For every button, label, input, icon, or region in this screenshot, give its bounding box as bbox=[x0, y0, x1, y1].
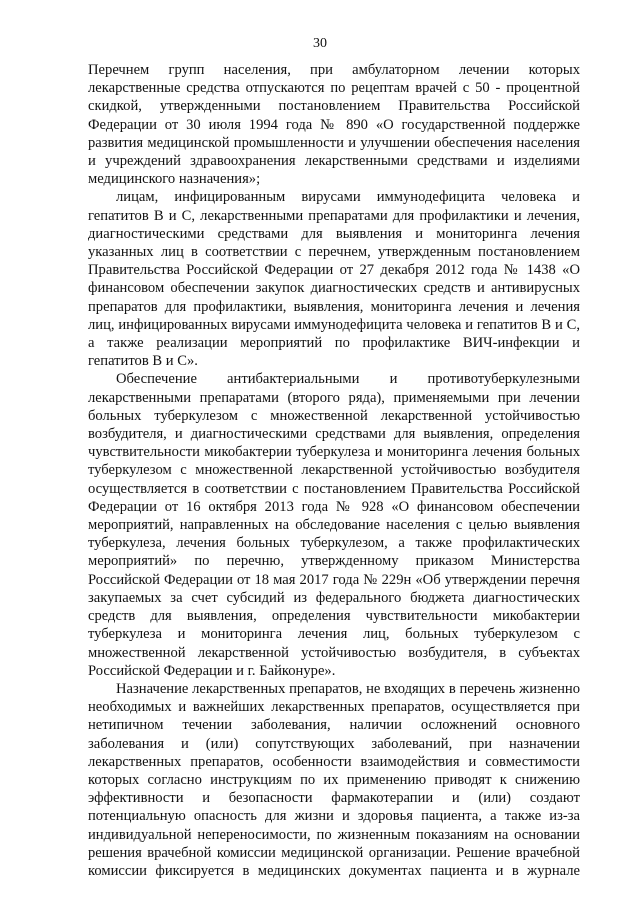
paragraph-population-groups: Перечнем групп населения, при амбулаторном лечении которых лекарственные средства отпускаются по рецептам врачей с 50 - процентной скидкой, утвержденными постановлением Правительства Российской Федерации от 30 июля 1994 года № 890 «О государственной поддержке развития медицинской промышленности и улучшении обеспечения населения и учреждений здравоохранения лекарственными средствами и изделиями медицинского назначения»; bbox=[88, 62, 580, 188]
document-body bbox=[88, 61, 580, 880]
page-number: 30 bbox=[313, 36, 327, 51]
paragraph-tuberculosis-provision: Обеспечение антибактериальными и противотуберкулезными лекарственными препаратами (второго ряда), применяемыми при лечении больных туберкулезом с множественной лекарственной устойчивостью возбудителя, и диагностическими средствами для выявления, определения чувствительности микобактерии туберкулеза и мониторинга лечения больных туберкулезом с множественной лекарственной устойчивостью возбудителя осуществляется в соответствии с постановлением Правительства Российской Федерации от 16 октября 2013 года № 928 «О финансовом обеспечении мероприятий, направленных на обследование населения с целью выявления туберкулеза, лечения больных туберкулезом, а также профилактических мероприятий» по перечню, утвержденному приказом Министерства Российской Федерации от 18 мая 2017 года № 229н «Об утверждении перечня закупаемых за счет субсидий из федерального бюджета диагностических средств для выявления, определения чувствительности микобактерии туберкулеза и мониторинга лечения лиц, больных туберкулезом с множественной лекарственной устойчивостью возбудителя, в субъектах Российской Федерации и г. Байконуре». bbox=[88, 371, 580, 679]
paragraph-non-essential-prescription: Назначение лекарственных препаратов, не входящих в перечень жизненно необходимых и важнейших лекарственных препаратов, осуществляется при нетипичном течении заболевания, наличии осложнений основного заболевания и (или) сопутствующих заболеваний, при назначении лекарственных препаратов, особенности взаимодействия и совместимости которых согласно инструкциям по их применению приводят к снижению эффективности и безопасности фармакотерапии и (или) создают потенциальную опасность для жизни и здоровья пациента, а также из-за индивидуальной непереносимости, по жизненным показаниям на основании решения врачебной комиссии медицинской организации. Решение врачебной комиссии фиксируется в медицинских документах пациента и в журнале bbox=[88, 680, 580, 879]
paragraph-hiv-hepatitis: лицам, инфицированным вирусами иммунодефицита человека и гепатитов B и C, лекарственными препаратами для профилактики и лечения, диагностическими средствами для выявления и мониторинга лечения указанных лиц в соответствии с перечнем, утвержденным постановлением Правительства Российской Федерации от 27 декабря 2012 года № 1438 «О финансовом обеспечении закупок диагностических средств и антивирусных препаратов для профилактики, выявления, мониторинга лечения и лечения лиц, инфицированных вирусами иммунодефицита человека и гепатитов В и С, а также реализации мероприятий по профилактике ВИЧ-инфекции и гепатитов B и C». bbox=[88, 189, 580, 370]
